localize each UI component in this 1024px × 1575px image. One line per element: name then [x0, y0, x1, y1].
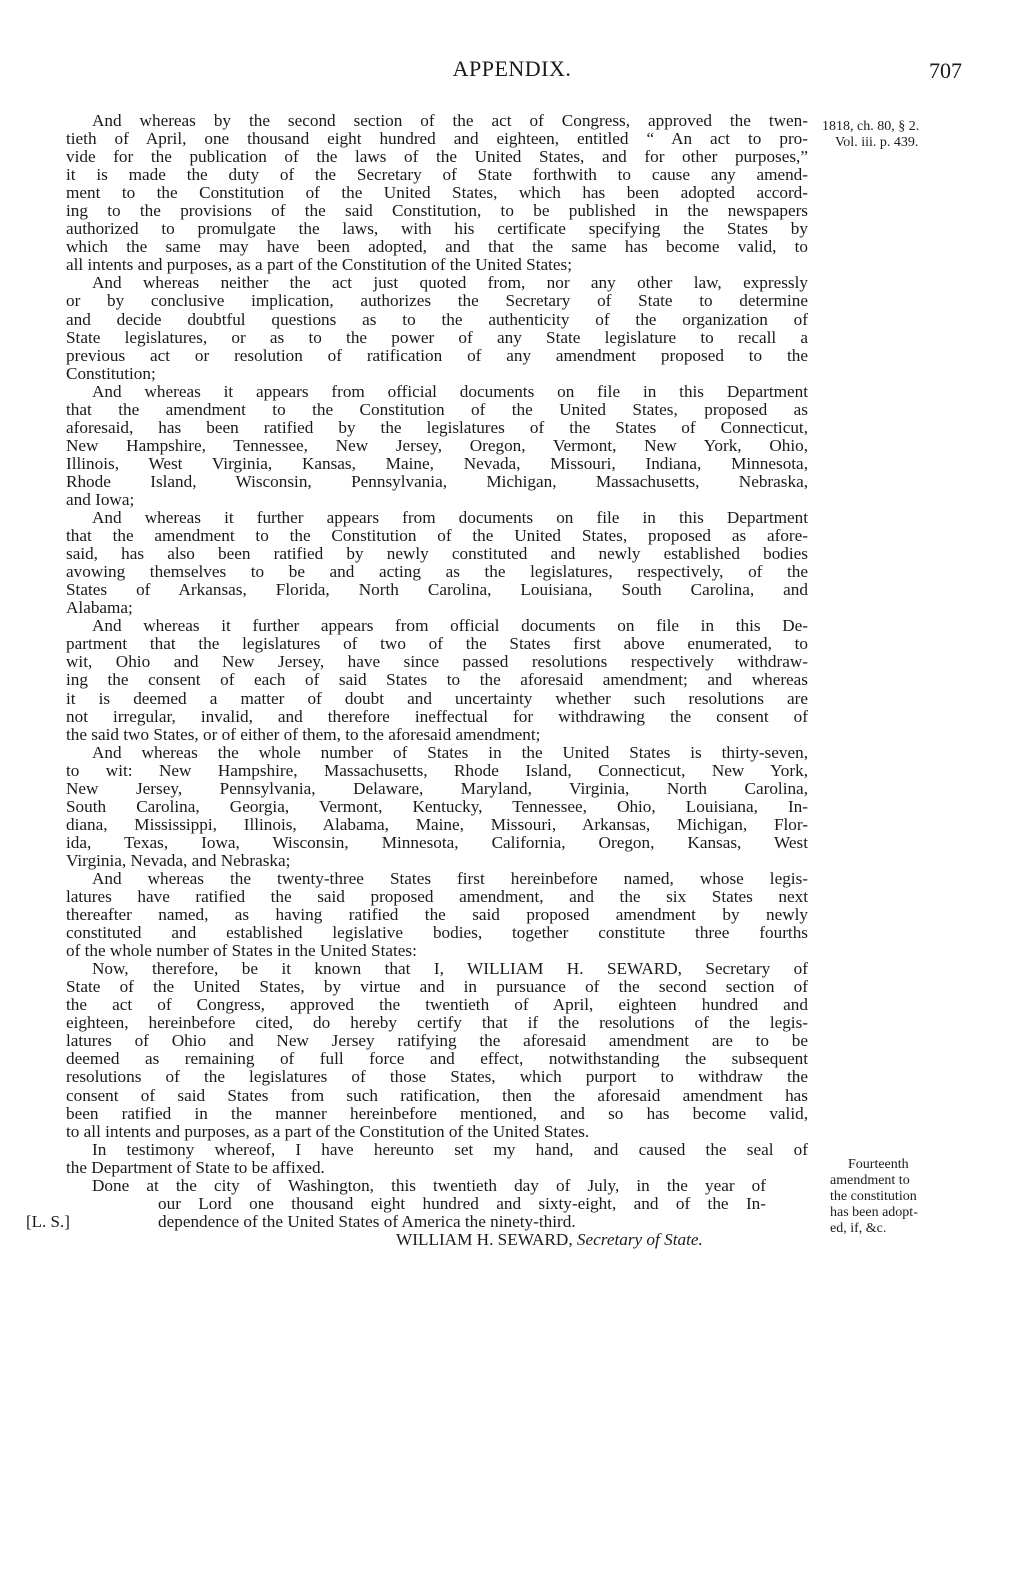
text-line: Virginia, Nevada, and Nebraska;	[66, 850, 291, 870]
text-line: And whereas it further appears from official documents on file in this De-	[92, 616, 808, 636]
text-line: deemed as remaining of full force and effect, notwithstanding the subsequent	[66, 1049, 808, 1069]
paragraph-testimony	[66, 1141, 808, 1177]
text-line: State of the United States, by virtue and in pursuance of the second section of	[66, 977, 808, 997]
text-line: aforesaid, has been ratified by the legislatures of the States of Connecticut,	[66, 417, 808, 437]
text-line: New Jersey, Pennsylvania, Delaware, Maryland, Virginia, North Carolina,	[66, 778, 808, 798]
text-line: partment that the legislatures of two of the States first above enumerated, to	[66, 634, 808, 654]
margin-note-line: amendment to	[830, 1173, 910, 1188]
margin-note-line: Fourteenth	[848, 1157, 909, 1172]
running-title: APPENDIX.	[452, 56, 572, 81]
text-line: South Carolina, Georgia, Vermont, Kentucky, Tennessee, Ohio, Louisiana, In-	[66, 796, 808, 816]
text-line: In testimony whereof, I have hereunto set my hand, and caused the seal of	[92, 1139, 808, 1159]
text-line: it is made the duty of the Secretary of State forthwith to cause any amend-	[66, 165, 808, 185]
text-line: been ratified in the manner hereinbefore mentioned, and so has become valid,	[66, 1103, 808, 1123]
text-line: resolutions of the legislatures of those States, which purport to withdraw the	[66, 1067, 808, 1087]
margin-note-line: ed, if, &c.	[830, 1221, 887, 1236]
body-text	[26, 111, 808, 1249]
paragraph-certification	[66, 960, 808, 1140]
text-line: consent of said States from such ratification, then the aforesaid amendment has	[66, 1085, 808, 1105]
margin-note-line: 1818, ch. 80, § 2.	[822, 119, 920, 134]
signature-title: Secretary of State.	[576, 1229, 703, 1249]
text-line: State legislatures, or as to the power of any State legislature to recall a	[66, 327, 808, 347]
text-line: And whereas neither the act just quoted from, nor any other law, expressly	[92, 273, 808, 293]
text-line: previous act or resolution of ratification of any amendment proposed to the	[66, 345, 808, 365]
text-line: tieth of April, one thousand eight hundred and eighteen, entitled “ An act to pro-	[66, 129, 808, 149]
text-line: And whereas it further appears from documents on file in this Department	[92, 508, 808, 528]
text-line: that the amendment to the Constitution of the United States, proposed as	[66, 399, 808, 419]
text-line: to wit: New Hampshire, Massachusetts, Rhode Island, Connecticut, New York,	[66, 760, 808, 780]
margin-note-line: Vol. iii. p. 439.	[835, 135, 919, 150]
text-line: ing the consent of each of said States to the aforesaid amendment; and whereas	[66, 670, 808, 690]
paragraph-newly-constituted-bodies	[66, 509, 808, 617]
paragraph-ratifying-states	[66, 383, 808, 509]
text-line: all intents and purposes, as a part of the Constitution of the United States;	[66, 255, 572, 275]
page-number: 707	[929, 58, 962, 83]
text-line: the act of Congress, approved the twentieth of April, eighteen hundred and	[66, 995, 808, 1015]
seal-mark: [L. S.]	[26, 1211, 70, 1231]
paragraph-whole-number-of-states	[66, 744, 808, 870]
text-line: authorized to promulgate the laws, with his certificate specifying the States by	[66, 219, 808, 239]
text-line: not irregular, invalid, and therefore ineffectual for withdrawing the consent of	[66, 706, 808, 726]
text-line: thereafter named, as having ratified the said proposed amendment by newly	[66, 905, 808, 925]
text-line: latures of Ohio and New Jersey ratifying the aforesaid amendment are to be	[66, 1031, 808, 1051]
margin-note-fourteenth-amendment	[830, 1157, 980, 1237]
text-line: avowing themselves to be and acting as the legislatures, respectively, of the	[66, 562, 808, 582]
text-line: And whereas the whole number of States in the United States is thirty-seven,	[92, 742, 808, 762]
text-line: that the amendment to the Constitution of the United States, proposed as afore-	[66, 526, 808, 546]
margin-note-line: the constitution	[830, 1189, 917, 1204]
text-line: Now, therefore, be it known that I, WILLIAM H. SEWARD, Secretary of	[92, 959, 808, 979]
text-line: to all intents and purposes, as a part of the Constitution of the United States.	[66, 1121, 590, 1141]
text-line: And whereas by the second section of the act of Congress, approved the twen-	[92, 111, 808, 130]
margin-note-line: has been adopt-	[830, 1205, 918, 1220]
text-line: of the whole number of States in the United States:	[66, 941, 417, 961]
text-line: eighteen, hereinbefore cited, do hereby certify that if the resolutions of the legis-	[66, 1013, 808, 1033]
text-line: and decide doubtful questions as to the authenticity of the organization of	[66, 309, 808, 329]
text-line: Illinois, West Virginia, Kansas, Maine, Nevada, Missouri, Indiana, Minnesota,	[66, 453, 808, 473]
text-line: latures have ratified the said proposed amendment, and the six States next	[66, 887, 808, 907]
text-line: Rhode Island, Wisconsin, Pennsylvania, Michigan, Massachusetts, Nebraska,	[66, 471, 808, 491]
signature-name: WILLIAM H. SEWARD,	[396, 1229, 573, 1249]
margin-note-statute-citation	[822, 119, 972, 151]
text-line: said, has also been ratified by newly constituted and newly established bodies	[66, 544, 808, 564]
closing-block	[26, 1175, 766, 1249]
paragraph-no-authority	[66, 274, 808, 382]
text-line: ment to the Constitution of the United States, which has been adopted accord-	[66, 183, 808, 203]
text-line: our Lord one thousand eight hundred and sixty-eight, and of the In-	[158, 1193, 766, 1213]
text-line: which the same may have been adopted, and that the same has become valid, to	[66, 237, 808, 257]
text-line: and Iowa;	[66, 489, 135, 509]
paragraph-three-fourths	[66, 870, 808, 960]
text-line: And whereas it appears from official documents on file in this Department	[92, 381, 808, 401]
text-line: wit, Ohio and New Jersey, have since passed resolutions respectively withdraw-	[66, 652, 808, 672]
running-head	[0, 54, 1024, 86]
paragraph-publication-act	[66, 112, 808, 274]
text-line: vide for the publication of the laws of the United States, and for other purposes,”	[66, 147, 808, 167]
text-line: or by conclusive implication, authorizes the Secretary of State to determine	[66, 291, 808, 311]
text-line: ing to the provisions of the said Constitution, to be published in the newspapers	[66, 201, 808, 221]
text-line: And whereas the twenty-three States first hereinbefore named, whose legis-	[92, 868, 808, 888]
text-line-content: dependence of the United States of America the ninety-third.	[158, 1211, 576, 1231]
text-line: the said two States, or of either of them, to the aforesaid amendment;	[66, 724, 541, 744]
paragraph-withdrawals	[66, 617, 808, 743]
text-line: States of Arkansas, Florida, North Carolina, Louisiana, South Carolina, and	[66, 580, 808, 600]
text-line: constituted and established legislative bodies, together constitute three fourths	[66, 923, 808, 943]
signature	[66, 1231, 766, 1249]
text-line: ida, Texas, Iowa, Wisconsin, Minnesota, California, Oregon, Kansas, West	[66, 832, 808, 852]
text-line: it is deemed a matter of doubt and uncertainty whether such resolutions are	[66, 688, 808, 708]
text-line: New Hampshire, Tennessee, New Jersey, Oregon, Vermont, New York, Ohio,	[66, 435, 808, 455]
text-line	[26, 1211, 766, 1231]
text-line: Done at the city of Washington, this twentieth day of July, in the year of	[92, 1175, 766, 1195]
text-line: Constitution;	[66, 363, 156, 383]
text-line: the Department of State to be affixed.	[66, 1157, 325, 1177]
text-line: diana, Mississippi, Illinois, Alabama, Maine, Missouri, Arkansas, Michigan, Flor-	[66, 814, 808, 834]
text-line: Alabama;	[66, 598, 133, 618]
